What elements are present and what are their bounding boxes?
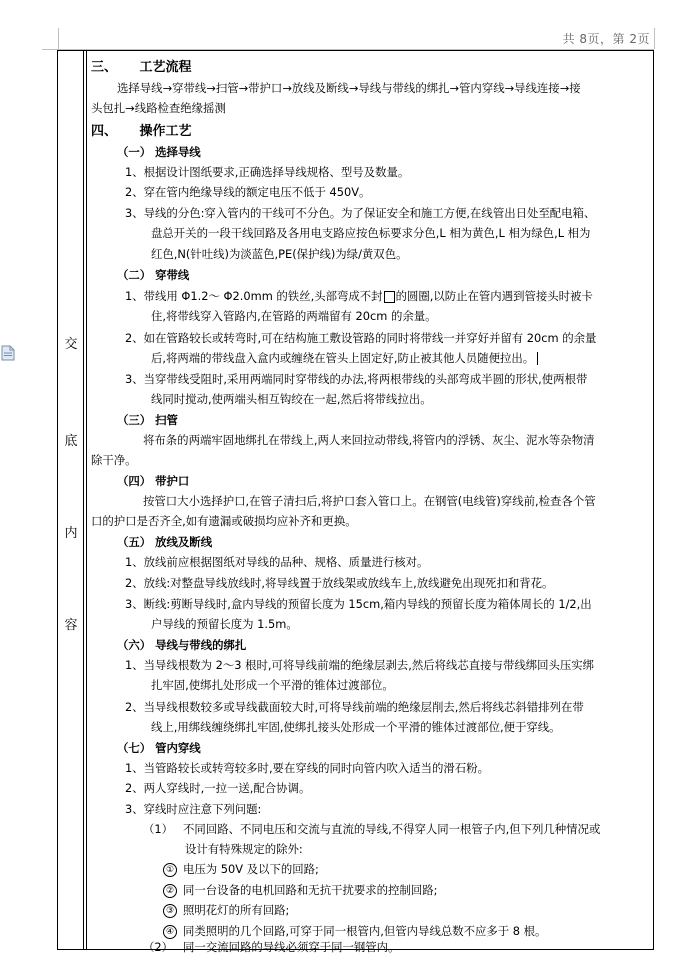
p5-item-3-line-2: 户导线的预留长度为 1.5m。	[151, 617, 298, 631]
p7-circle-item-3-text: 照明花灯的所有回路;	[183, 903, 290, 917]
circle-number-2: ②	[163, 884, 177, 898]
text-cursor	[537, 352, 538, 365]
column-divider	[83, 51, 84, 949]
p1-item-3-num: 3、	[125, 206, 144, 220]
margin-guide-left	[58, 28, 59, 49]
p1-item-3-line-2: 盘总开关的一段干线回路及各用电支路应按色标要求分色,L 相为黄色,L 相为绿色,L 相为	[151, 226, 591, 240]
p2-item-2-num: 2、	[125, 331, 144, 345]
p7-sub-2-text: 同一交流回路的导线必须穿于同一钢管内。	[183, 940, 400, 954]
p7-sub-1-line-2: 设计有特殊规定的除外:	[185, 842, 303, 856]
p7-circle-item-1-text: 电压为 50V 及以下的回路;	[183, 862, 319, 876]
p1-item-1-num: 1、	[125, 165, 144, 179]
p7-circle-item-4-text: 同类照明的几个回路,可穿于同一根管内,但管内导线总数不应多于 8 根。	[183, 924, 547, 938]
p4-line-2: 口的护口是否齐全,如有遗漏或破损均应补齐和更换。	[91, 514, 357, 528]
p2-item-3-text: 当穿带线受阻时,采用两端同时穿带线的办法,将两根带线的头部弯成半圆的形状,使两根带	[143, 372, 588, 386]
p6-item-2-text: 当导线根数较多或导线截面较大时,可将导线前端的绝缘层削去,然后将线芯斜错排列在带	[143, 700, 584, 714]
column-divider-inner	[86, 51, 87, 949]
p2-item-1-text-b: 的圆圈,以防止在管内遇到管接头时被卡	[395, 289, 593, 303]
p2-item-1-num: 1、	[125, 289, 144, 303]
p1-item-3-line-3: 红色,N(针吐线)为淡蓝色,PE(保护线)为绿/黄双色。	[151, 247, 408, 261]
p7-circle-item-2-text: 同一台设备的电机回路和无抗干扰要求的控制回路;	[183, 883, 438, 897]
p2-item-1-line-2: 住,将带线穿入管路内,在管路的两端留有 20cm 的余量。	[151, 309, 437, 323]
circle-number-3: ③	[163, 904, 177, 918]
p7-circle-item-1	[163, 859, 319, 880]
page-info: 共 8页，第 2页	[562, 32, 650, 46]
p2-item-2-line-2-text: 后,将两端的带线盘入盒内或缠绕在管头上固定好,防止被其他人员随便拉出。	[151, 351, 535, 365]
side-label-2: 底	[64, 434, 78, 449]
p7-item-3-num: 3、	[125, 802, 144, 816]
p2-item-2-line-2	[151, 348, 538, 369]
subsection-1-title: （一） 选择导线	[117, 145, 201, 159]
p2-item-3-line-2: 线同时搅动,使两端头相互钩绞在一起,然后将带线拉出。	[151, 392, 432, 406]
p1-item-3	[125, 203, 595, 224]
document-icon[interactable]	[0, 345, 16, 361]
p2-item-1	[125, 286, 593, 307]
p1-item-1-text: 根据设计图纸要求,正确选择导线规格、型号及数量。	[143, 165, 410, 179]
p7-circle-item-2	[163, 880, 437, 901]
p1-item-2-text: 穿在管内绝缘导线的额定电压不低于 450V。	[143, 185, 371, 199]
section-4-title: 操作工艺	[139, 124, 192, 139]
document-table	[57, 50, 654, 954]
p5-item-1	[125, 552, 428, 573]
p5-item-3-text: 断线:剪断导线时,盒内导线的预留长度为 15cm,箱内导线的预留长度为箱体周长的 1/2,出	[143, 597, 592, 611]
subsection-7-title: （七） 管内穿线	[117, 741, 201, 755]
subsection-5-title: （五） 放线及断线	[117, 535, 213, 549]
section-4-number: 四、	[91, 124, 118, 139]
p7-sub-1-text: 不同回路、不同电压和交流与直流的导线,不得穿人同一根管子内,但下列几种情况或	[183, 822, 601, 836]
circle-number-1: ①	[163, 863, 177, 877]
p1-item-1	[125, 162, 409, 183]
p6-item-1-line-2: 扎牢固,使绑扎处形成一个平滑的锥体过渡部位。	[151, 678, 394, 692]
p4-line-1: 按管口大小选择护口,在管子清扫后,将护口套入管口上。在钢管(电线管)穿线前,检查各个管	[143, 494, 596, 508]
p7-item-3	[125, 799, 261, 820]
p7-sub-1	[143, 819, 600, 840]
p6-item-2	[125, 697, 584, 718]
subsection-3-title: （三） 扫管	[117, 413, 178, 427]
p6-item-2-num: 2、	[125, 700, 144, 714]
p7-item-2-text: 两人穿线时,一拉一送,配合协调。	[143, 781, 311, 795]
circle-number-4: ④	[163, 925, 177, 939]
p7-circle-item-3	[163, 900, 289, 921]
p6-item-1-num: 1、	[125, 658, 144, 672]
p2-item-2-text: 如在管路较长或转弯时,可在结构施工敷设管路的同时将带线一并穿好并留有 20cm 的余量	[143, 331, 597, 345]
side-label-3: 内	[64, 526, 78, 541]
section-3-number: 三、	[91, 60, 118, 75]
p1-item-3-text: 导线的分色:穿入管内的干线可不分色。为了保证安全和施工方便,在线管出日处至配电箱、	[143, 206, 596, 220]
side-label-1: 交	[64, 337, 78, 352]
p7-item-1-text: 当管路较长或转弯较多时,要在穿线的同时向管内吹入适当的滑石粉。	[143, 761, 489, 775]
section-4-heading	[91, 122, 192, 143]
section-3-line-1: 选择导线→穿带线→扫管→带护口→放线及断线→导线与带线的绑扎→管内穿线→导线连接→接	[117, 81, 581, 95]
subsection-4-title: （四） 带护口	[117, 474, 190, 488]
p7-sub-2-num: （2）	[143, 940, 174, 954]
section-3-title: 工艺流程	[139, 60, 192, 75]
p7-item-1	[125, 758, 489, 779]
p6-item-1	[125, 655, 594, 676]
p3-line-2: 除干净。	[91, 453, 137, 467]
side-label-4: 容	[64, 618, 78, 633]
p5-item-2-num: 2、	[125, 576, 144, 590]
p7-item-1-num: 1、	[125, 761, 144, 775]
p5-item-1-text: 放线前应根据图纸对导线的品种、规格、质量进行核对。	[143, 555, 429, 569]
p6-item-2-line-2: 线上,用绑线缠绕绑扎牢固,使绑扎接头处形成一个平滑的锥体过渡部位,便于穿线。	[151, 720, 561, 734]
p5-item-3	[125, 594, 592, 615]
p5-item-1-num: 1、	[125, 555, 144, 569]
p2-item-2	[125, 328, 596, 349]
p2-item-1-text-a: 带线用 Φ1.2～ Φ2.0mm 的铁丝,头部弯成不封	[143, 289, 383, 303]
p3-line-1: 将布条的两端牢固地绑扎在带线上,两人来回拉动带线,将管内的浮锈、灰尘、泥水等杂物清	[143, 433, 595, 447]
subsection-6-title: （六） 导线与带线的绑扎	[117, 638, 247, 652]
p1-item-2-num: 2、	[125, 185, 144, 199]
square-symbol	[384, 291, 395, 303]
p5-item-2-text: 放线:对整盘导线放线时,将导线置于放线架或放线车上,放线避免出现死扣和背花。	[143, 576, 554, 590]
p7-item-2	[125, 778, 310, 799]
p2-item-3	[125, 369, 587, 390]
p5-item-2	[125, 573, 553, 594]
p7-sub-2	[143, 937, 399, 958]
section-3-heading	[91, 58, 192, 79]
p7-item-3-text: 穿线时应注意下列问题:	[143, 802, 262, 816]
p7-sub-1-num: （1）	[143, 822, 174, 836]
margin-guide-right	[654, 28, 655, 49]
p5-item-3-num: 3、	[125, 597, 144, 611]
p6-item-1-text: 当导线根数为 2～3 根时,可将导线前端的绝缘层剥去,然后将线芯直接与带线绑回头压实绑	[143, 658, 595, 672]
section-3-line-2: 头包扎→线路检查绝缘摇测	[91, 101, 226, 115]
p2-item-3-num: 3、	[125, 372, 144, 386]
subsection-2-title: （二） 穿带线	[117, 268, 190, 282]
p7-item-2-num: 2、	[125, 781, 144, 795]
p1-item-2	[125, 182, 370, 203]
